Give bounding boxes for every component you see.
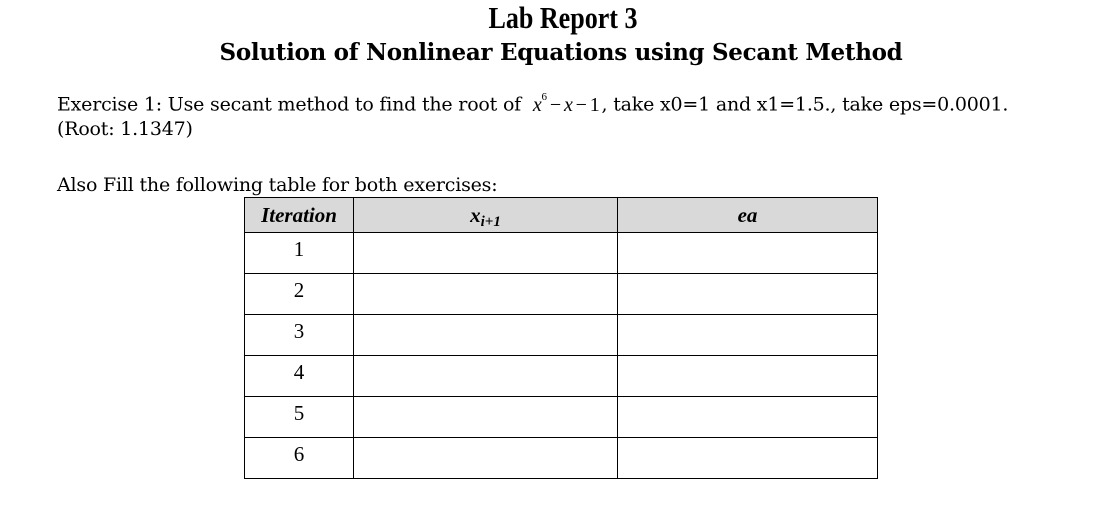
equation-minus-2: −: [575, 93, 587, 116]
cell-iteration: 2: [245, 274, 354, 315]
iteration-table: [244, 197, 878, 479]
equation-x: x: [563, 93, 573, 116]
cell-x[interactable]: [354, 397, 618, 438]
cell-ea[interactable]: [618, 356, 878, 397]
table-row: [245, 397, 878, 438]
table-row: [245, 274, 878, 315]
cell-x[interactable]: [354, 356, 618, 397]
exercise-suffix: , take x0=1 and x1=1.5., take eps=0.0001.: [601, 93, 1009, 116]
header-x-main: x: [470, 202, 481, 227]
equation-const: 1: [589, 93, 600, 116]
cell-iteration: 1: [245, 233, 354, 274]
cell-ea[interactable]: [618, 274, 878, 315]
root-answer: (Root: 1.1347): [57, 118, 193, 140]
report-title: Lab Report 3: [488, 0, 638, 35]
report-subtitle: Solution of Nonlinear Equations using Secant Method: [219, 39, 903, 66]
equation-power: 6: [541, 91, 547, 103]
exercise-statement: [57, 87, 1008, 118]
cell-ea[interactable]: [618, 315, 878, 356]
cell-ea[interactable]: [618, 233, 878, 274]
table-header-row: [245, 198, 878, 233]
header-iteration: Iteration: [245, 198, 354, 233]
cell-x[interactable]: [354, 233, 618, 274]
cell-ea[interactable]: [618, 438, 878, 479]
cell-ea[interactable]: [618, 397, 878, 438]
instruction-text: Also Fill the following table for both exercises:: [57, 174, 498, 196]
cell-iteration: 6: [245, 438, 354, 479]
table-row: [245, 315, 878, 356]
table-row: [245, 438, 878, 479]
cell-iteration: 4: [245, 356, 354, 397]
cell-iteration: 5: [245, 397, 354, 438]
equation-minus-1: −: [549, 93, 561, 116]
cell-x[interactable]: [354, 274, 618, 315]
exercise-prefix: Exercise 1: Use secant method to find the root of: [57, 93, 522, 116]
header-x-sub: i+1: [480, 213, 501, 230]
cell-x[interactable]: [354, 315, 618, 356]
cell-x[interactable]: [354, 438, 618, 479]
cell-iteration: 3: [245, 315, 354, 356]
table-row: [245, 356, 878, 397]
header-ea: ea: [618, 198, 878, 233]
header-x-next: [354, 198, 618, 233]
equation: [532, 91, 600, 116]
table-row: [245, 233, 878, 274]
equation-base: x: [532, 93, 542, 116]
